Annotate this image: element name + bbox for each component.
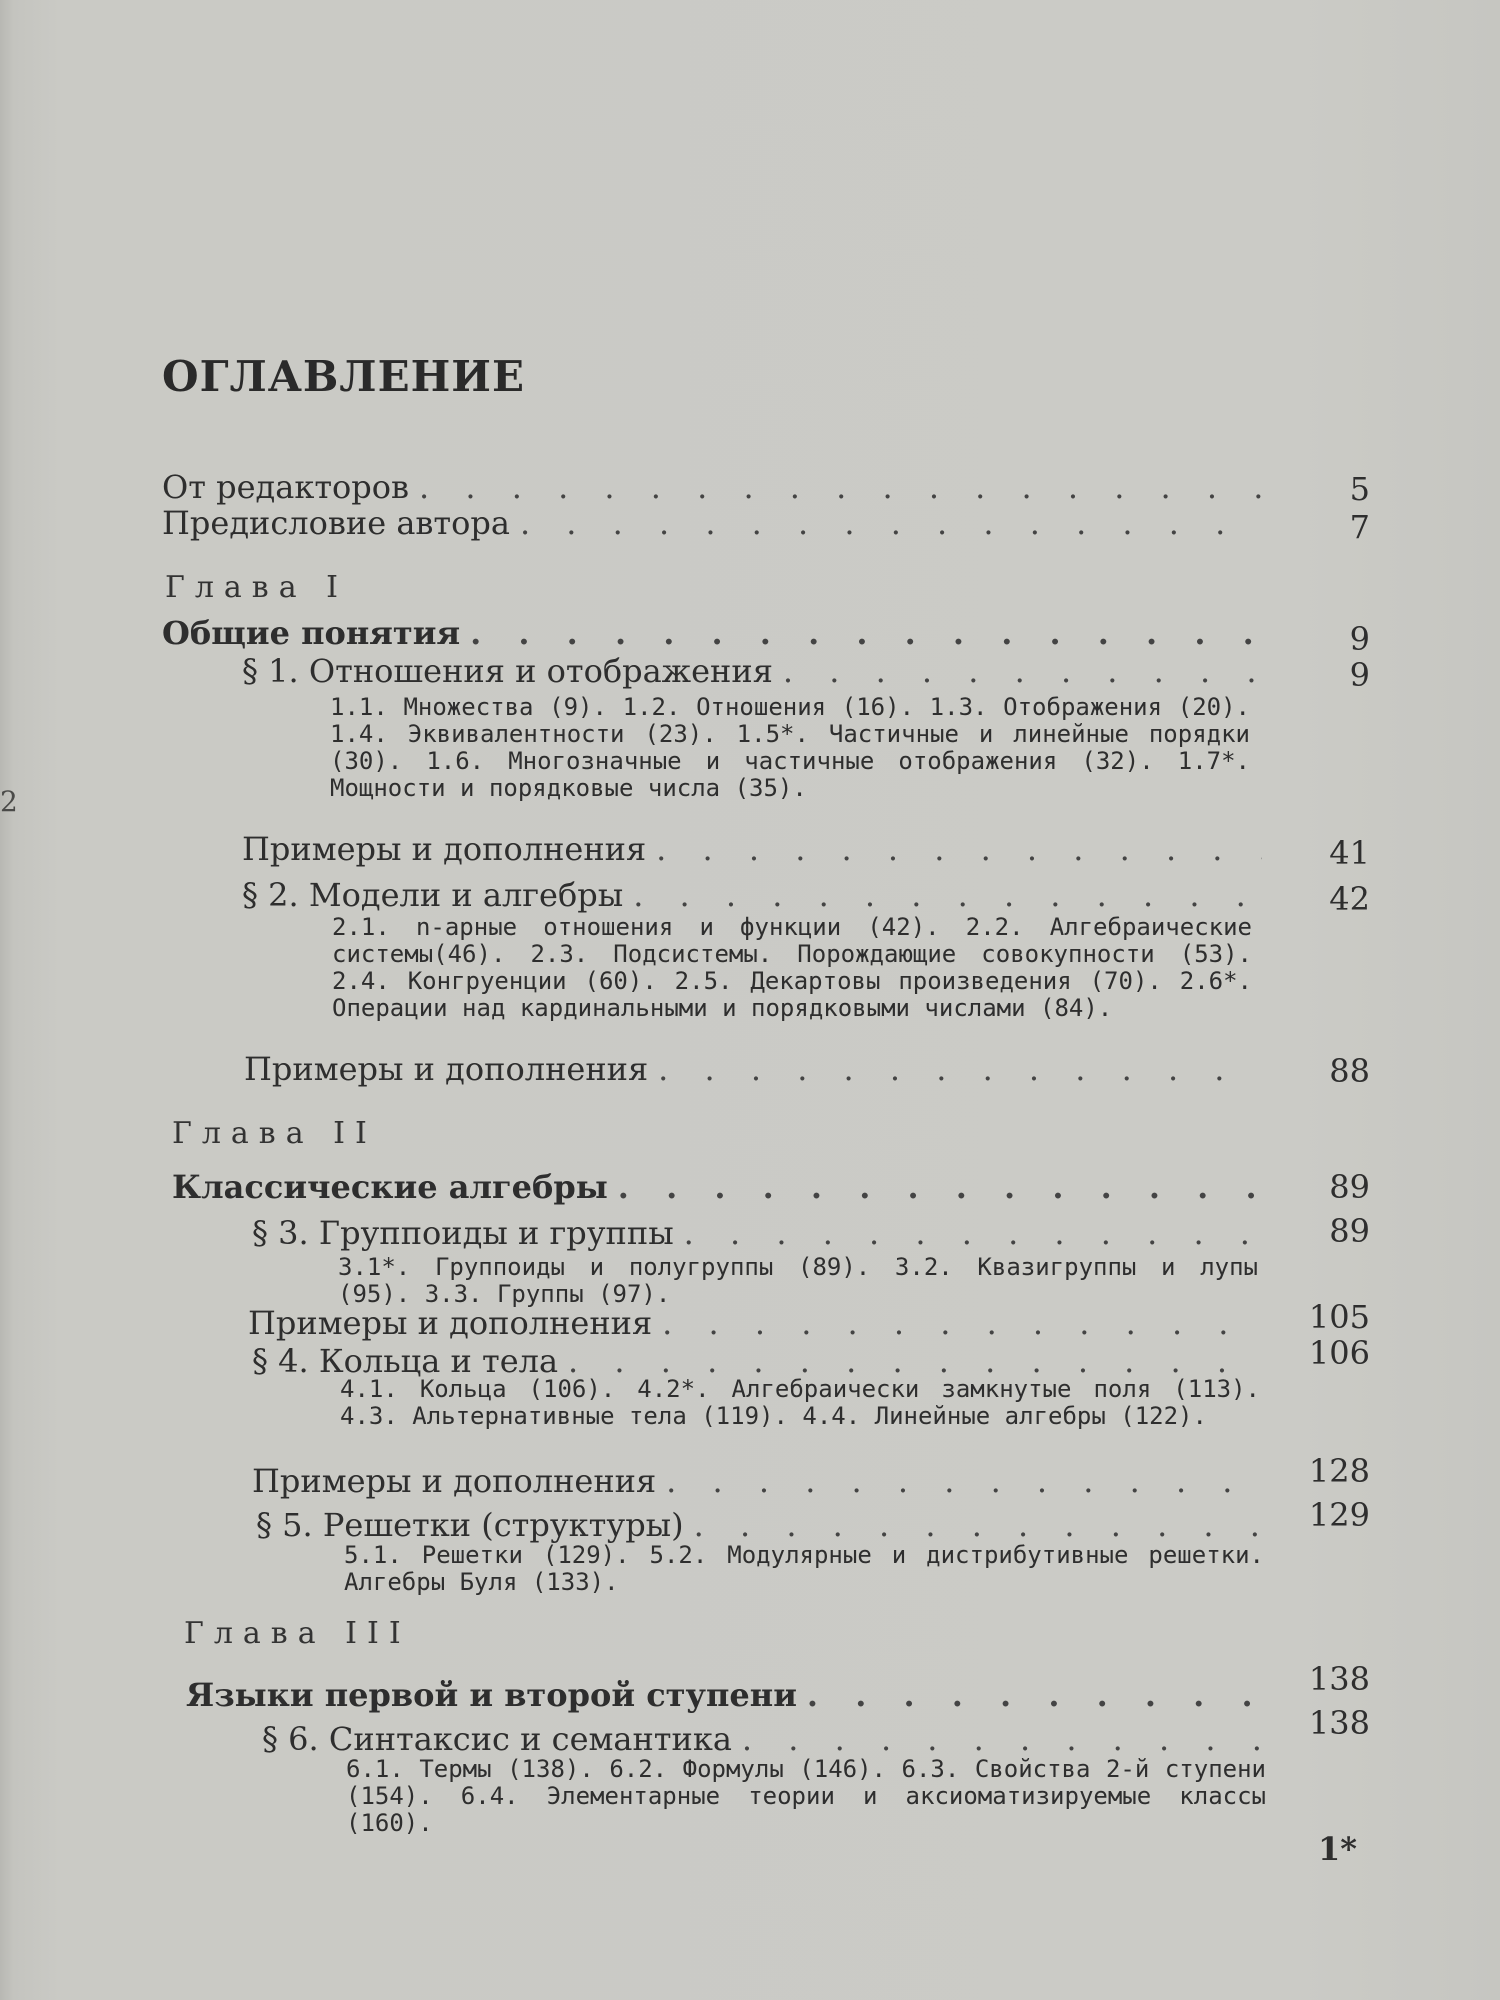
section-subtopics: 4.1. Кольца (106). 4.2*. Алгебраически замкнутые поля (113). 4.3. Альтернативные тела (119). 4.4. Линейные алгебры (122).: [340, 1375, 1260, 1430]
entry-label: Классические алгебры: [172, 1168, 608, 1206]
entry-label: § 5. Решетки (структуры): [256, 1506, 684, 1544]
signature-mark: 1*: [1318, 1830, 1357, 1868]
entry-label: § 3. Группоиды и группы: [252, 1214, 674, 1252]
page-number: 9: [1349, 656, 1370, 694]
entry-label: Предисловие автора: [162, 504, 510, 542]
chapter-label: Глава II: [172, 1116, 377, 1151]
toc-section-2[interactable]: [242, 876, 1262, 914]
page-title: ОГЛАВЛЕНИЕ: [162, 352, 525, 401]
toc-examples[interactable]: [242, 830, 1262, 868]
entry-label: Примеры и дополнения: [242, 830, 647, 868]
entry-label: Общие понятия: [162, 614, 461, 652]
entry-label: Примеры и дополнения: [244, 1050, 649, 1088]
entry-label: Примеры и дополнения: [252, 1462, 657, 1500]
page-number: 9: [1349, 620, 1370, 658]
leader-dots: [470, 614, 1262, 652]
leader-dots: [656, 830, 1262, 868]
leader-dots: [658, 1050, 1262, 1088]
leader-dots: [662, 1304, 1262, 1342]
leader-dots: [783, 652, 1262, 690]
entry-label: § 4. Кольца и тела: [252, 1342, 559, 1380]
page-number: 138: [1308, 1660, 1370, 1698]
toc-section-6[interactable]: [262, 1720, 1262, 1758]
page-number: 89: [1329, 1168, 1370, 1206]
toc-examples[interactable]: [252, 1462, 1262, 1500]
toc-chapter-title[interactable]: [186, 1676, 1262, 1714]
entry-label: От редакторов: [162, 468, 410, 506]
toc-section-3[interactable]: [252, 1214, 1262, 1252]
entry-label: § 1. Отношения и отображения: [242, 652, 773, 690]
entry-label: § 6. Синтаксис и семантика: [262, 1720, 732, 1758]
page-number: 106: [1308, 1334, 1370, 1372]
section-subtopics: 3.1*. Группоиды и полугруппы (89). 3.2. Квазигруппы и лупы (95). 3.3. Группы (97).: [338, 1253, 1258, 1308]
page-number: 128: [1308, 1452, 1370, 1490]
page-number: 88: [1329, 1052, 1370, 1090]
entry-label: Примеры и дополнения: [248, 1304, 653, 1342]
toc-entry-from-editors[interactable]: [162, 468, 1262, 506]
page-number: 129: [1308, 1496, 1370, 1534]
page-number: 7: [1349, 508, 1370, 546]
section-subtopics: 2.1. n-арные отношения и функции (42). 2.2. Алгебраические системы(46). 2.3. Подсистемы. Порождающие совокупности (53). 2.4. Конгруенции (60). 2.5. Декартовы произведения (70). 2.6*. Операции над кардинальными и порядковыми числами (84).: [332, 913, 1252, 1022]
leader-dots: [666, 1462, 1262, 1500]
toc-section-1[interactable]: [242, 652, 1262, 690]
leader-dots: [684, 1214, 1262, 1252]
toc-chapter-title[interactable]: [172, 1168, 1262, 1206]
toc-examples[interactable]: [248, 1304, 1262, 1342]
leader-dots: [807, 1676, 1262, 1714]
leader-dots: [618, 1168, 1262, 1206]
toc-section-5[interactable]: [256, 1506, 1262, 1544]
section-subtopics: 6.1. Термы (138). 6.2. Формулы (146). 6.3. Свойства 2-й ступени (154). 6.4. Элементарные теории и аксиоматизируемые классы (160).: [346, 1755, 1266, 1837]
section-subtopics: 5.1. Решетки (129). 5.2. Модулярные и дистрибутивные решетки. Алгебры Буля (133).: [344, 1541, 1264, 1596]
entry-label: § 2. Модели и алгебры: [242, 876, 624, 914]
entry-label: Языки первой и второй ступени: [186, 1676, 797, 1714]
toc-entry-author-preface[interactable]: [162, 504, 1262, 542]
page-number: 42: [1329, 880, 1370, 918]
leader-dots: [694, 1506, 1262, 1544]
page-number: 89: [1329, 1212, 1370, 1250]
page-number: 5: [1349, 470, 1370, 508]
toc-examples[interactable]: [244, 1050, 1262, 1088]
leader-dots: [520, 504, 1262, 542]
chapter-label: Глава I: [165, 570, 348, 605]
leader-dots: [633, 876, 1262, 914]
leader-dots: [419, 468, 1262, 506]
page-number: 105: [1308, 1298, 1370, 1336]
leader-dots: [742, 1720, 1262, 1758]
chapter-label: Глава III: [184, 1616, 411, 1651]
toc-chapter-title[interactable]: [162, 614, 1262, 652]
page-number: 138: [1308, 1704, 1370, 1742]
margin-mark: 2: [0, 785, 18, 818]
section-subtopics: 1.1. Множества (9). 1.2. Отношения (16). 1.3. Отображения (20). 1.4. Эквивалентности (23). 1.5*. Частичные и линейные порядки (30). 1.6. Многозначные и частичные отображения (32). 1.7*. Мощности и порядковые числа (35).: [330, 693, 1250, 802]
page-number: 41: [1329, 834, 1370, 872]
